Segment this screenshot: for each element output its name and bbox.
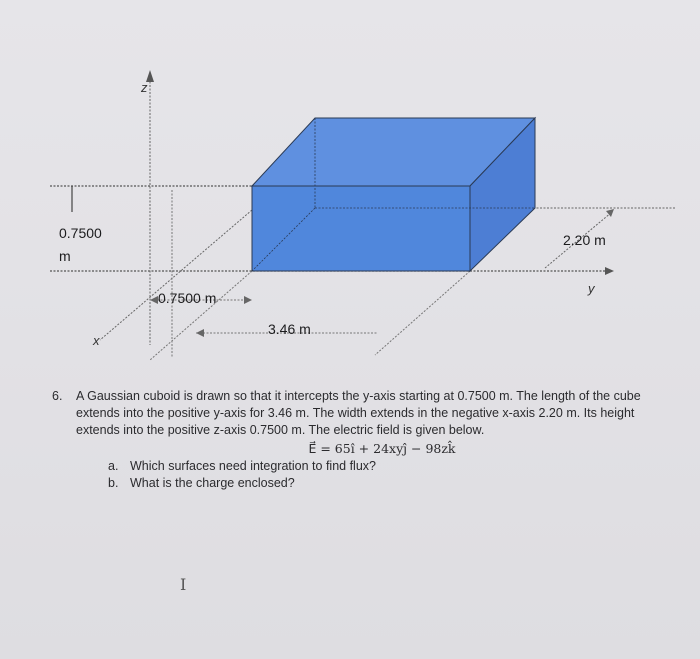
- problem-number: 6.: [52, 389, 63, 403]
- problem-6: [52, 388, 652, 492]
- cuboid-front-face: [252, 186, 470, 271]
- question-b-letter: b.: [108, 476, 119, 490]
- question-b-text: What is the charge enclosed?: [130, 476, 295, 490]
- offset-arrow-right: [244, 296, 252, 304]
- question-a-text: Which surfaces need integration to find flux?: [130, 459, 376, 473]
- offset-label: 0.7500 m: [158, 290, 217, 306]
- floor-diagonal-right: [375, 271, 470, 355]
- width-label: 2.20 m: [563, 232, 606, 248]
- question-a-letter: a.: [108, 459, 119, 473]
- question-b: [52, 475, 652, 492]
- offset-arrow-left: [150, 296, 158, 304]
- y-axis-arrowhead: [605, 267, 614, 275]
- x-axis-line: [100, 210, 252, 340]
- height-label: [59, 224, 102, 265]
- height-label-value: 0.7500: [59, 225, 102, 241]
- length-label: 3.46 m: [268, 321, 311, 337]
- length-arrow-left: [196, 329, 204, 337]
- text-cursor-icon: I: [180, 575, 187, 594]
- floor-diagonal-left: [150, 271, 252, 360]
- x-axis-label: x: [93, 333, 100, 348]
- problem-statement-row: [52, 388, 652, 439]
- height-label-unit: m: [59, 248, 71, 264]
- electric-field-equation: E⃗ = 65î + 24xyĵ − 98zk̂: [308, 441, 456, 456]
- question-a: [52, 458, 652, 475]
- problem-statement: A Gaussian cuboid is drawn so that it intercepts the y-axis starting at 0.7500 m. The length of the cube extends into the positive y-axis for 3.46 m. The width extends in the negative x-axis 2.20 m. Its height extends into the positive z-axis 0.7500 m. The electric field is given below.: [76, 389, 641, 437]
- z-axis-label: z: [141, 80, 148, 95]
- y-axis-label: y: [588, 281, 595, 296]
